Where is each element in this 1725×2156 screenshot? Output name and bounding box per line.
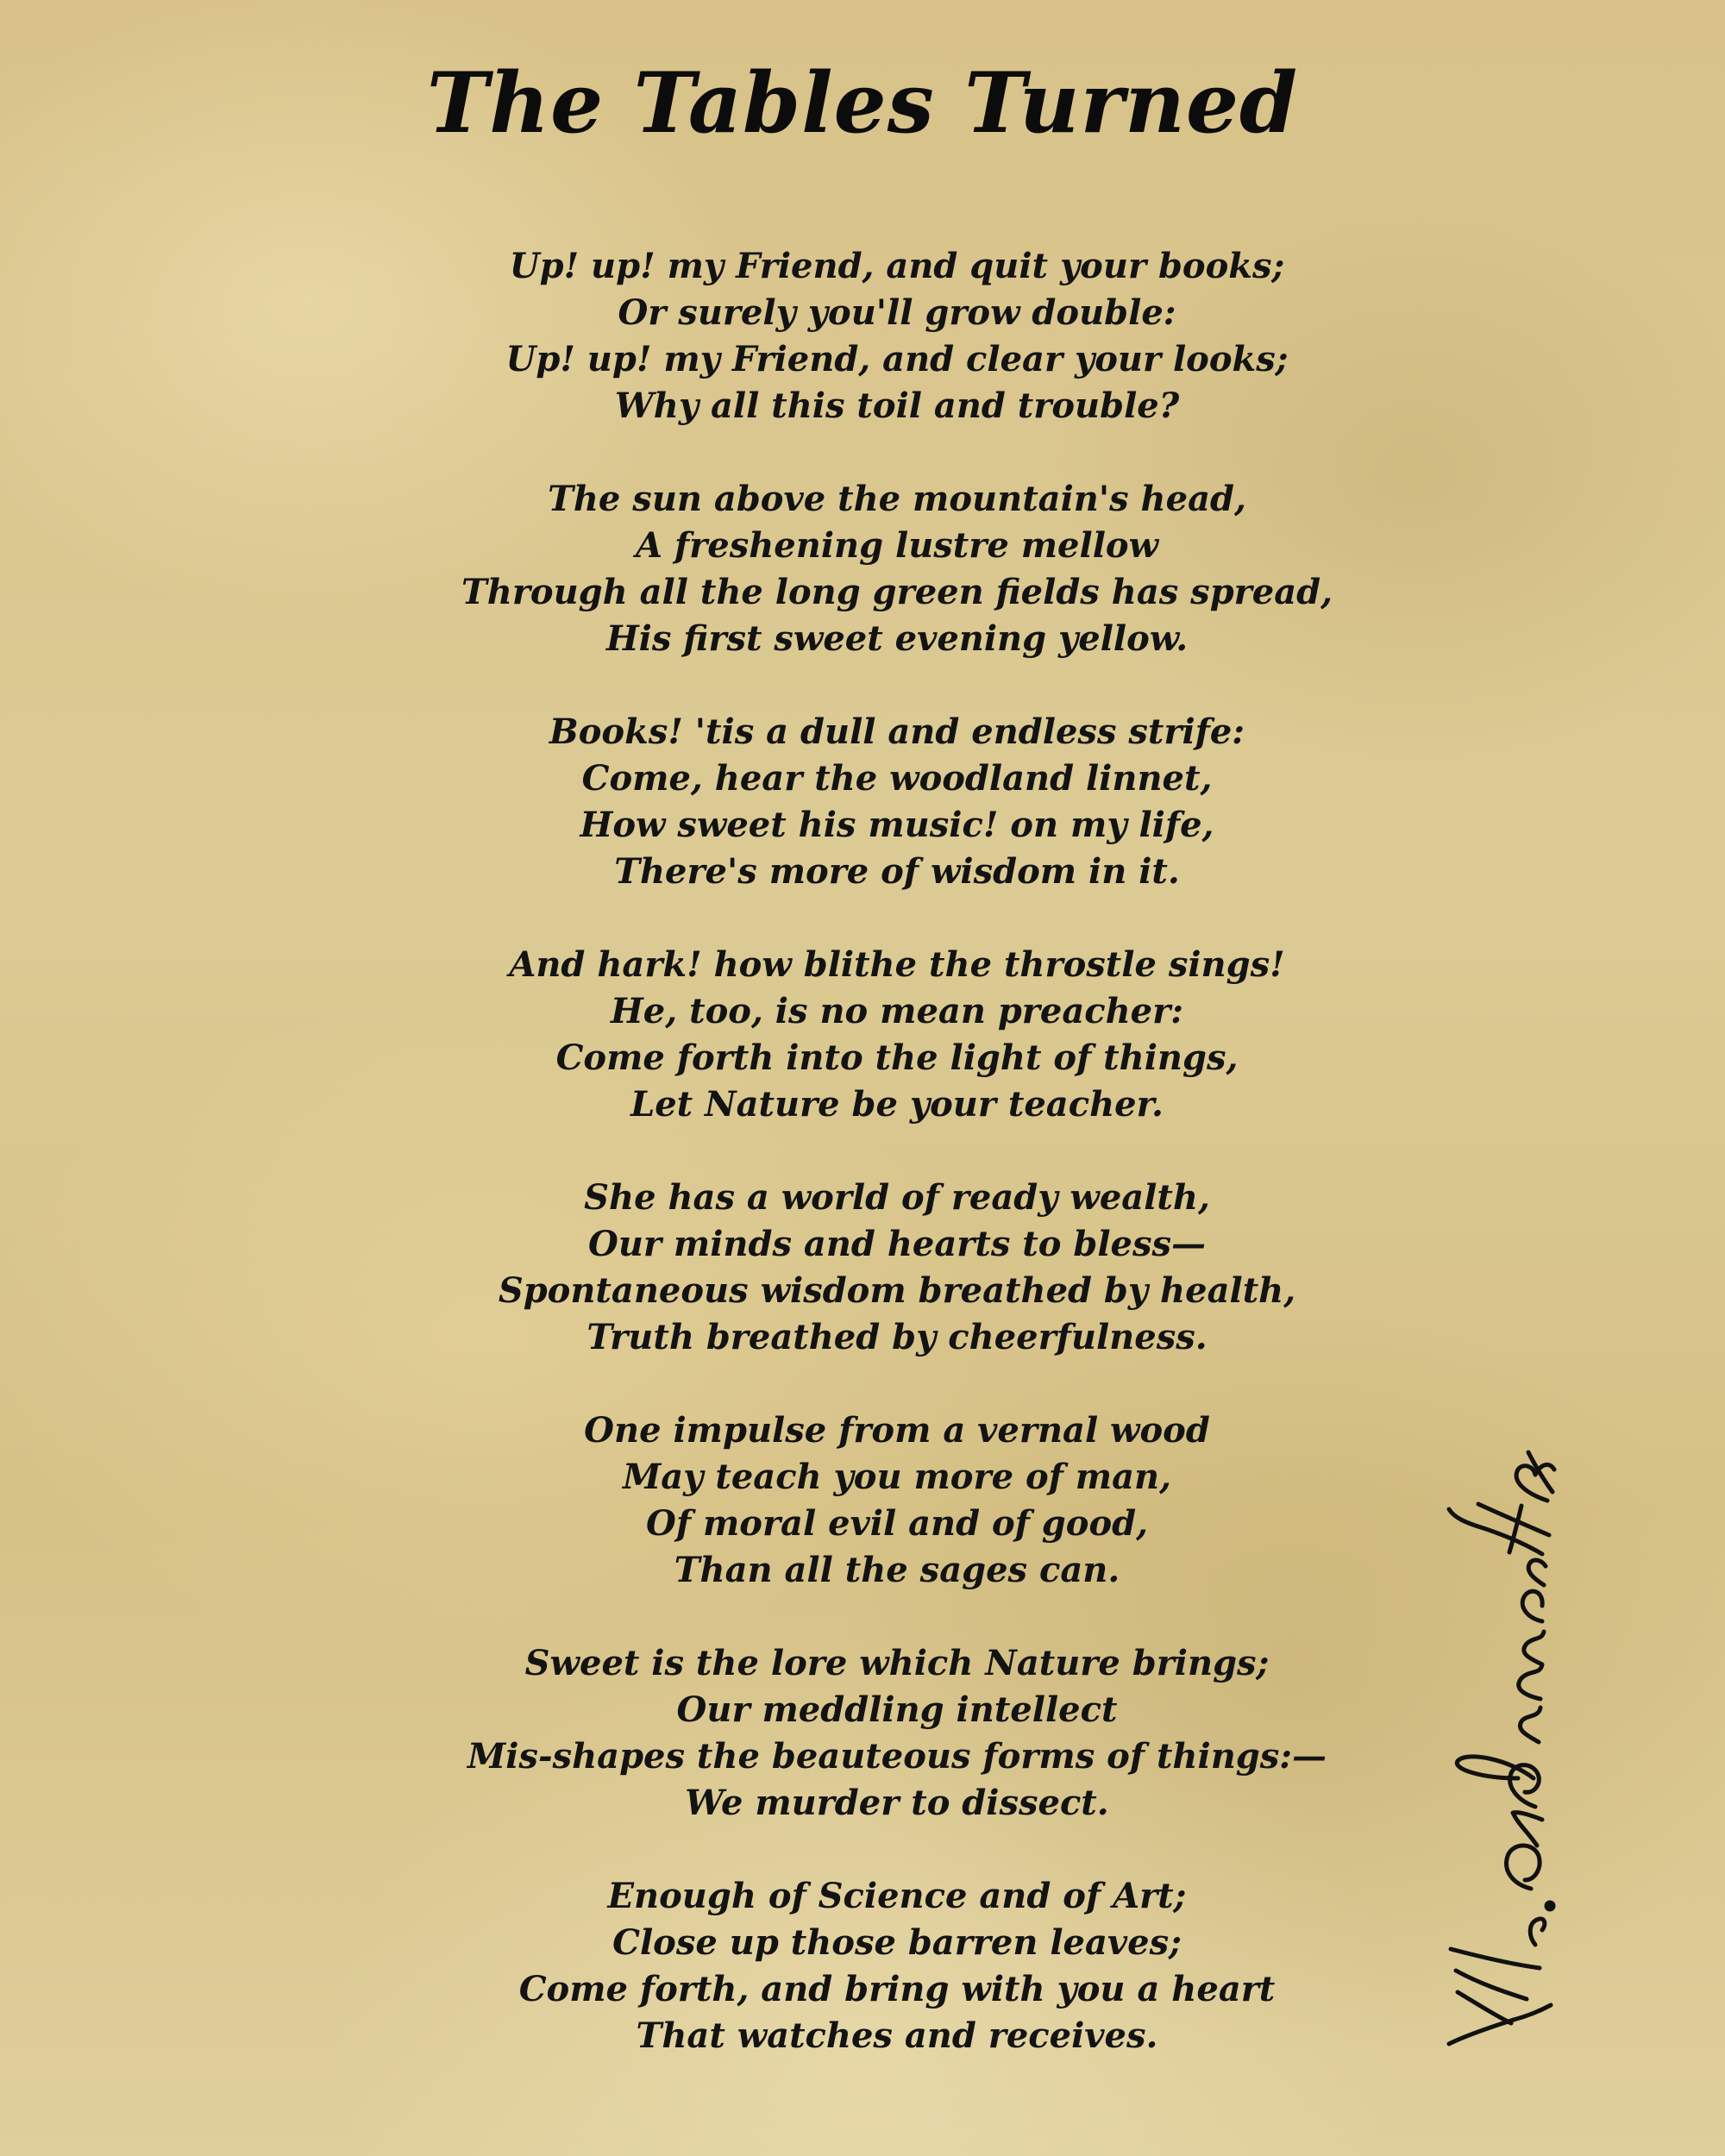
- poem-line: One impulse from a vernal wood: [584, 1410, 1210, 1451]
- handwritten-signature: [1432, 1440, 1561, 2070]
- poem-line: His first sweet evening yellow.: [605, 618, 1189, 659]
- poem-line: The sun above the mountain's head,: [548, 479, 1246, 519]
- poem-line: That watches and receives.: [636, 2015, 1158, 2056]
- poem-line: May teach you more of man,: [622, 1457, 1171, 1497]
- poem-title: The Tables Turned: [426, 54, 1299, 152]
- stanza-8: [380, 1873, 1414, 2059]
- stanza-2: [380, 476, 1414, 662]
- stanza-4: [380, 942, 1414, 1128]
- stanza-1: [380, 243, 1414, 429]
- poem-line: Than all the sages can.: [674, 1550, 1120, 1590]
- poem-line: Come forth, and bring with you a heart: [518, 1969, 1276, 2009]
- poem-line: Through all the long green fields has spread,: [461, 572, 1333, 612]
- stanza-7: [380, 1640, 1414, 1827]
- poem-line: Come forth into the light of things,: [555, 1037, 1239, 1078]
- poem-line: How sweet his music! on my life,: [580, 805, 1214, 845]
- stanza-6: [380, 1407, 1414, 1594]
- poem-line: Why all this toil and trouble?: [614, 385, 1180, 426]
- poem-line: Or surely you'll grow double:: [618, 292, 1176, 333]
- poem-line: Our meddling intellect: [676, 1689, 1118, 1730]
- poem-line: There's more of wisdom in it.: [614, 851, 1180, 892]
- poem-line: Of moral evil and of good,: [645, 1503, 1149, 1544]
- poem-line: Up! up! my Friend, and clear your looks;: [505, 339, 1289, 379]
- poem-line: He, too, is no mean preacher:: [611, 991, 1183, 1031]
- stanza-3: [380, 709, 1414, 895]
- poem-line: Mis-shapes the beauteous forms of things:—: [467, 1736, 1327, 1777]
- poem-line: Enough of Science and of Art;: [607, 1876, 1187, 1916]
- poem-line: Spontaneous wisdom breathed by health,: [498, 1270, 1296, 1311]
- poem-line: Sweet is the lore which Nature brings;: [524, 1643, 1270, 1683]
- poem-line: Close up those barren leaves;: [612, 1922, 1182, 1963]
- poem-line: Let Nature be your teacher.: [630, 1084, 1164, 1125]
- poem-line: Our minds and hearts to bless—: [587, 1224, 1206, 1264]
- poem-line: She has a world of ready wealth,: [584, 1177, 1210, 1218]
- poem-body: [380, 243, 1414, 2106]
- poem-line: Books! 'tis a dull and endless strife:: [549, 711, 1245, 752]
- poem-line: Up! up! my Friend, and quit your books;: [509, 246, 1285, 286]
- poem-line: And hark! how blithe the throstle sings!: [509, 944, 1285, 985]
- stanza-5: [380, 1175, 1414, 1361]
- poem-line: A freshening lustre mellow: [636, 525, 1158, 566]
- poem-line: We murder to dissect.: [685, 1783, 1109, 1823]
- poem-line: Come, hear the woodland linnet,: [581, 758, 1213, 799]
- poem-line: Truth breathed by cheerfulness.: [586, 1317, 1208, 1357]
